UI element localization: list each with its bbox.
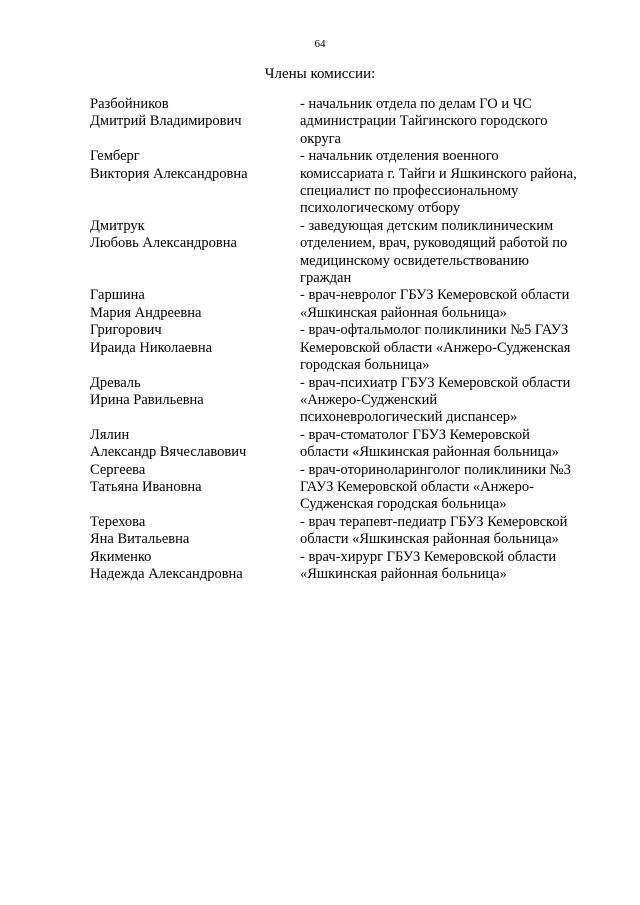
member-role: - начальник отделения военного комиссариата г. Тайги и Яшкинского района, специалист по профессиональному психологическому отбору	[300, 148, 577, 217]
member-given-name: Яна Витальевна	[90, 531, 190, 548]
member-name	[90, 218, 300, 288]
member-name	[90, 514, 300, 549]
member-role: - врач-оториноларинголог поликлиники №3 ГАУЗ Кемеровской области «Анжеро- Судженская городская больница»	[300, 461, 571, 513]
member-role: - врач-офтальмолог поликлиники №5 ГАУЗ Кемеровской области «Анжеро-Судженская городская больница»	[300, 322, 571, 374]
member-entry	[90, 514, 610, 549]
member-name	[90, 549, 300, 584]
commission-heading: Члены комиссии:	[264, 66, 376, 82]
member-entry	[90, 322, 610, 374]
member-name	[90, 375, 300, 427]
member-role: - заведующая детским поликлиническим отделением, врач, руководящий работой по медицинскому освидетельствованию граждан	[300, 217, 568, 287]
member-role: - врач-невролог ГБУЗ Кемеровской области «Яшкинская районная больница»	[300, 287, 570, 321]
member-surname: Якименко	[90, 548, 152, 565]
member-given-name: Виктория Александровна	[90, 165, 248, 182]
member-given-name: Александр Вячеславович	[90, 444, 247, 461]
member-entry	[90, 287, 610, 322]
member-name	[90, 148, 300, 218]
member-role: - врач терапевт-педиатр ГБУЗ Кемеровской области «Яшкинская районная больница»	[300, 513, 568, 548]
member-surname: Разбойников	[90, 96, 169, 112]
member-name	[90, 287, 300, 322]
member-entry	[90, 148, 610, 218]
member-role: - врач-психиатр ГБУЗ Кемеровской области «Анжеро-Судженский психоневрологический диспансер»	[300, 374, 571, 426]
member-entry	[90, 96, 610, 148]
member-given-name: Дмитрий Владимирович	[90, 113, 242, 130]
member-role: - врач-стоматолог ГБУЗ Кемеровской области «Яшкинская районная больница»	[300, 426, 559, 461]
member-surname: Лялин	[90, 426, 130, 443]
page-number: 64	[314, 38, 326, 50]
member-name	[90, 96, 300, 148]
member-surname: Гемберг	[90, 148, 140, 165]
member-given-name: Ираида Николаевна	[90, 339, 213, 356]
member-entry	[90, 549, 610, 584]
member-name	[90, 462, 300, 514]
member-surname: Терехова	[90, 513, 146, 530]
member-given-name: Татьяна Ивановна	[90, 478, 202, 495]
member-surname: Дмитрук	[90, 217, 145, 234]
member-given-name: Любовь Александровна	[90, 235, 237, 252]
member-given-name: Ирина Равильевна	[90, 391, 204, 408]
member-entry	[90, 427, 610, 462]
member-entry	[90, 375, 610, 427]
member-entry	[90, 218, 610, 288]
member-entry	[90, 462, 610, 514]
member-surname: Древаль	[90, 374, 141, 391]
members-list	[90, 96, 610, 583]
member-role: - врач-хирург ГБУЗ Кемеровской области «Яшкинская районная больница»	[300, 548, 557, 582]
member-name	[90, 427, 300, 462]
member-surname: Григорович	[90, 322, 162, 339]
member-given-name: Надежда Александровна	[90, 565, 243, 582]
member-name	[90, 322, 300, 374]
member-surname: Сергеева	[90, 461, 146, 478]
member-role: - начальник отдела по делам ГО и ЧС администрации Тайгинского городского округа	[300, 96, 548, 147]
member-surname: Гаршина	[90, 287, 145, 304]
member-given-name: Мария Андреевна	[90, 304, 202, 321]
